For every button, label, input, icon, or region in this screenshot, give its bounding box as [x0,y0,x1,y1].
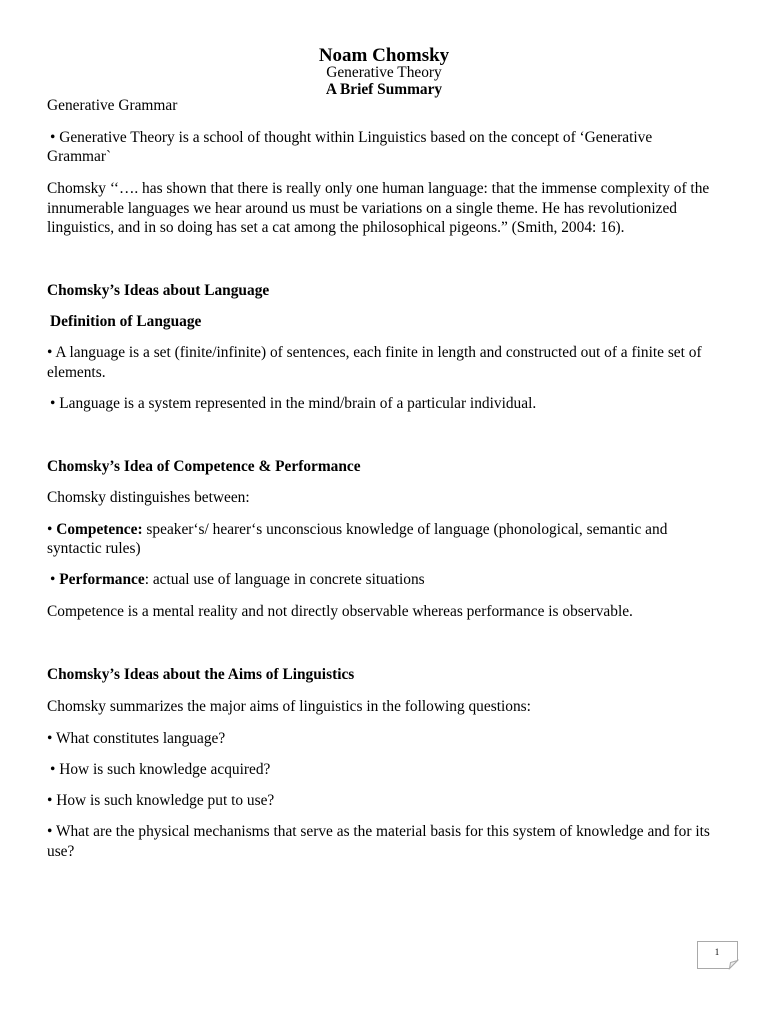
competence-performance-conclusion: Competence is a mental reality and not directly observable whereas performance is observable. [47,603,633,620]
aims-question: • How is such knowledge put to use? [47,792,275,809]
document-title: Noam Chomsky [318,45,450,66]
competence-definition-continuation: syntactic rules) [47,540,141,557]
quote-line: linguistics, and in so doing has set a cat among the philosophical pigeons.” (Smith, 2004: 16). [47,219,625,236]
document-subtitle: Generative Theory [326,64,442,81]
aims-intro: Chomsky summarizes the major aims of linguistics in the following questions: [47,698,531,715]
section-heading-aims: Chomsky’s Ideas about the Aims of Linguistics [47,666,355,683]
aims-question: • What constitutes language? [47,730,226,747]
section-heading-competence-performance: Chomsky’s Idea of Competence & Performance [47,458,361,475]
performance-definition-text: : actual use of language in concrete situations [144,571,425,588]
section-heading-language: Chomsky’s Ideas about Language [47,282,270,299]
section-heading-generative-grammar: Generative Grammar [47,97,178,114]
aims-question: • How is such knowledge acquired? [50,761,271,778]
aims-question-continuation: use? [47,843,75,860]
competence-bullet-line [47,520,667,540]
quote-line: innumerable languages we hear around us must be variations on a single theme. He has revolutionized [47,200,677,217]
performance-bullet-line [50,570,425,590]
subheading-definition-of-language: Definition of Language [50,313,202,330]
generative-theory-bullet-line: Grammar` [47,148,112,165]
page-number-badge [697,941,739,970]
bullet-glyph: • [47,521,57,538]
page-number: 1 [714,947,720,957]
competence-definition-text: speaker‘s/ hearer‘s unconscious knowledge of language (phonological, semantic and [142,521,668,538]
language-definition-line: elements. [47,364,106,381]
summary-heading: A Brief Summary [325,81,443,98]
language-definition-line: • A language is a set (finite/infinite) of sentences, each finite in length and constructed out of a finite set of [47,344,702,361]
competence-term: Competence: [56,521,143,538]
generative-theory-bullet-line: • Generative Theory is a school of thought within Linguistics based on the concept of ‘Generative [50,129,653,146]
competence-performance-intro: Chomsky distinguishes between: [47,489,250,506]
bullet-glyph: • [50,571,60,588]
quote-line: Chomsky ‘‘…. has shown that there is really only one human language: that the immense complexity of the [47,180,710,197]
language-system-line: • Language is a system represented in the mind/brain of a particular individual. [50,395,537,412]
aims-question: • What are the physical mechanisms that serve as the material basis for this system of knowledge and for its [47,823,710,840]
performance-term: Performance [59,571,145,588]
